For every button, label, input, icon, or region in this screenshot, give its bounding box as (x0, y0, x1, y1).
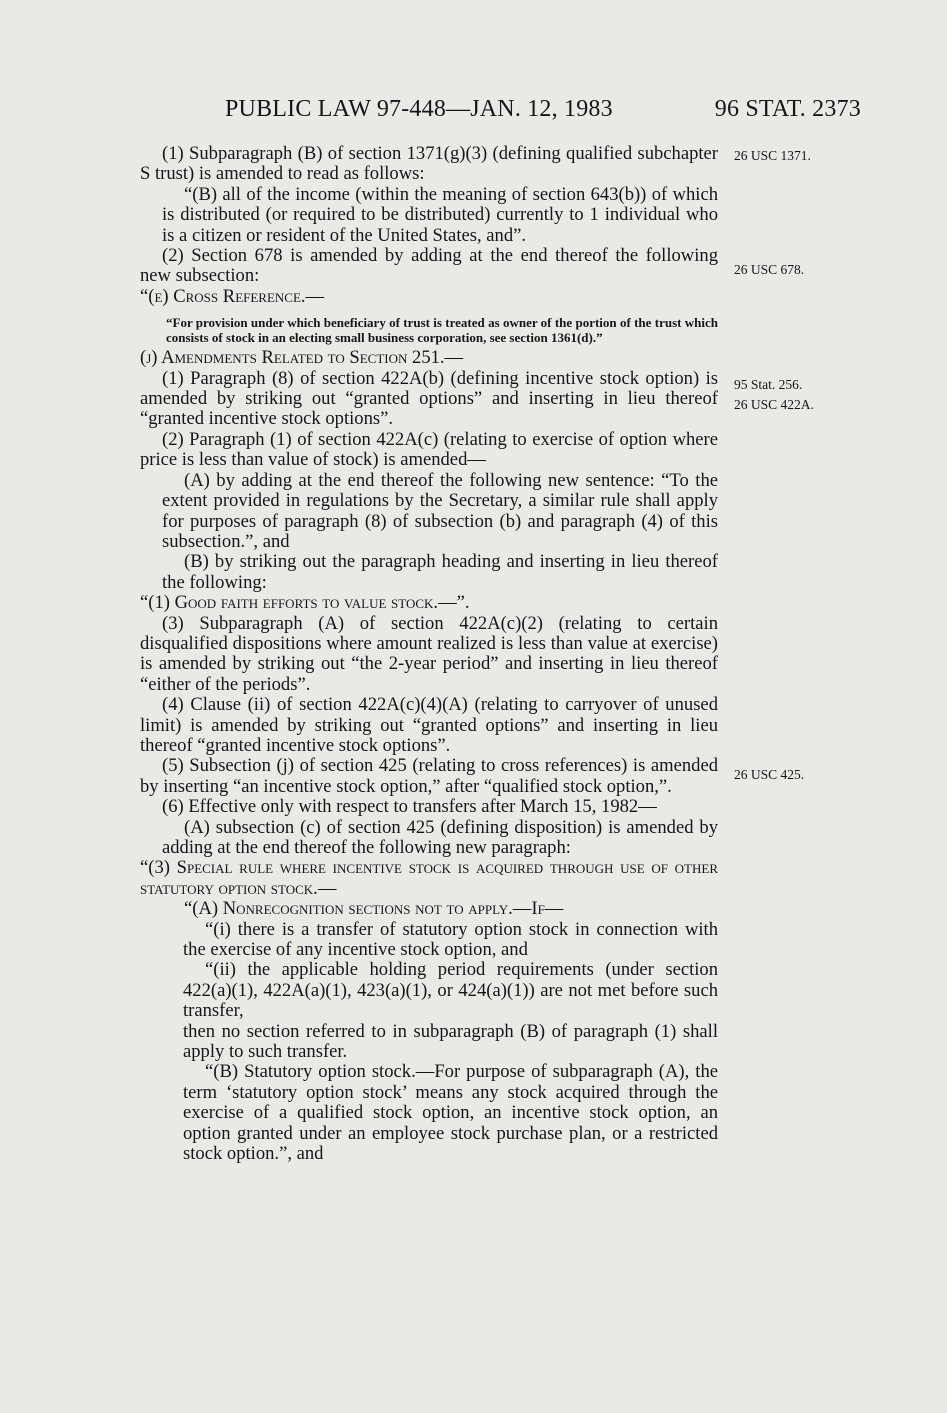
subparagraph: “(B) Statutory option stock.—For purpose of subparagraph (A), the term ‘statutory option stock’ means any stock acquired through the exercise of a qualified stock option, an incentive stock option, an option granted under an employee stock purchase plan, or a restricted stock option.”, and (183, 1061, 718, 1165)
section-heading: (j) Amendments Related to Section 251.— (140, 347, 464, 369)
paragraph: (1) Paragraph (8) of section 422A(b) (defining incentive stock option) is amended by striking out “granted options” and inserting in lieu thereof “granted incentive stock options”. (140, 367, 718, 430)
paragraph: (B) by striking out the paragraph heading and inserting in lieu thereof the following: (162, 551, 718, 593)
paragraph-heading: “(3) Special rule where incentive stock is acquired through use of other statutory option stock.— (140, 857, 718, 899)
paragraph: (6) Effective only with respect to transfers after March 15, 1982— (162, 796, 657, 818)
section-heading: “(e) Cross Reference.— (140, 285, 325, 307)
paragraph: (2) Paragraph (1) of section 422A(c) (relating to exercise of option where price is less than value of stock) is amended— (140, 428, 718, 471)
paragraph: (A) by adding at the end thereof the following new sentence: “To the extent provided in regulations by the Secretary, a similar rule shall apply for purposes of paragraph (8) of subsection (b) and paragraph (4) of this subsection.”, and (162, 469, 718, 552)
margin-note: 26 USC 678. (734, 262, 805, 277)
margin-note: 26 USC 1371. (734, 148, 811, 163)
paragraph: “(1) Good faith efforts to value stock.—”. (140, 592, 470, 614)
subparagraph-heading: “(A) Nonrecognition sections not to apply.—If— (184, 898, 564, 920)
clause: “(ii) the applicable holding period requirements (under section 422(a)(1), 422A(a)(1), 423(a)(1), or 424(a)(1)) are not met before such transfer, (183, 959, 718, 1022)
paragraph: “(B) all of the income (within the meaning of section 643(b)) of which is distributed (or required to be distributed) currently to 1 individual who is a citizen or resident of the United States, and”. (162, 183, 718, 246)
running-header (0, 96, 947, 126)
margin-note: 26 USC 422A. (734, 397, 814, 412)
paragraph: (5) Subsection (j) of section 425 (relating to cross references) is amended by inserting “an incentive stock option,” after “qualified stock option,”. (140, 755, 718, 797)
margin-note: 95 Stat. 256. (734, 377, 803, 392)
public-law-title: PUBLIC LAW 97-448—JAN. 12, 1983 (225, 96, 613, 122)
paragraph: (1) Subparagraph (B) of section 1371(g)(3) (defining qualified subchapter S trust) is amended to read as follows: (140, 143, 718, 185)
paragraph: (3) Subparagraph (A) of section 422A(c)(2) (relating to certain disqualified dispositions where amount realized is less than value at exercise) is amended by striking out “the 2-year period” and inserting in lieu thereof “either of the periods”. (140, 612, 718, 695)
paragraph: then no section referred to in subparagraph (B) of paragraph (1) shall apply to such transfer. (183, 1020, 718, 1063)
cross-reference-note: “For provision under which beneficiary of trust is treated as owner of the portion of the trust which consists of stock in an electing small business corporation, see section 1361(d).” (166, 315, 718, 346)
paragraph: (2) Section 678 is amended by adding at the end thereof the following new subsection: (140, 245, 718, 287)
margin-note: 26 USC 425. (734, 767, 805, 782)
paragraph: (4) Clause (ii) of section 422A(c)(4)(A) (relating to carryover of unused limit) is amended by striking out “granted options” and inserting in lieu thereof “granted incentive stock options”. (140, 694, 718, 756)
statute-text (140, 144, 718, 1165)
statute-page-number: 96 STAT. 2373 (714, 96, 861, 122)
clause: “(i) there is a transfer of statutory option stock in connection with the exercise of any incentive stock option, and (183, 918, 718, 961)
paragraph: (A) subsection (c) of section 425 (defining disposition) is amended by adding at the end thereof the following new paragraph: (162, 816, 718, 858)
